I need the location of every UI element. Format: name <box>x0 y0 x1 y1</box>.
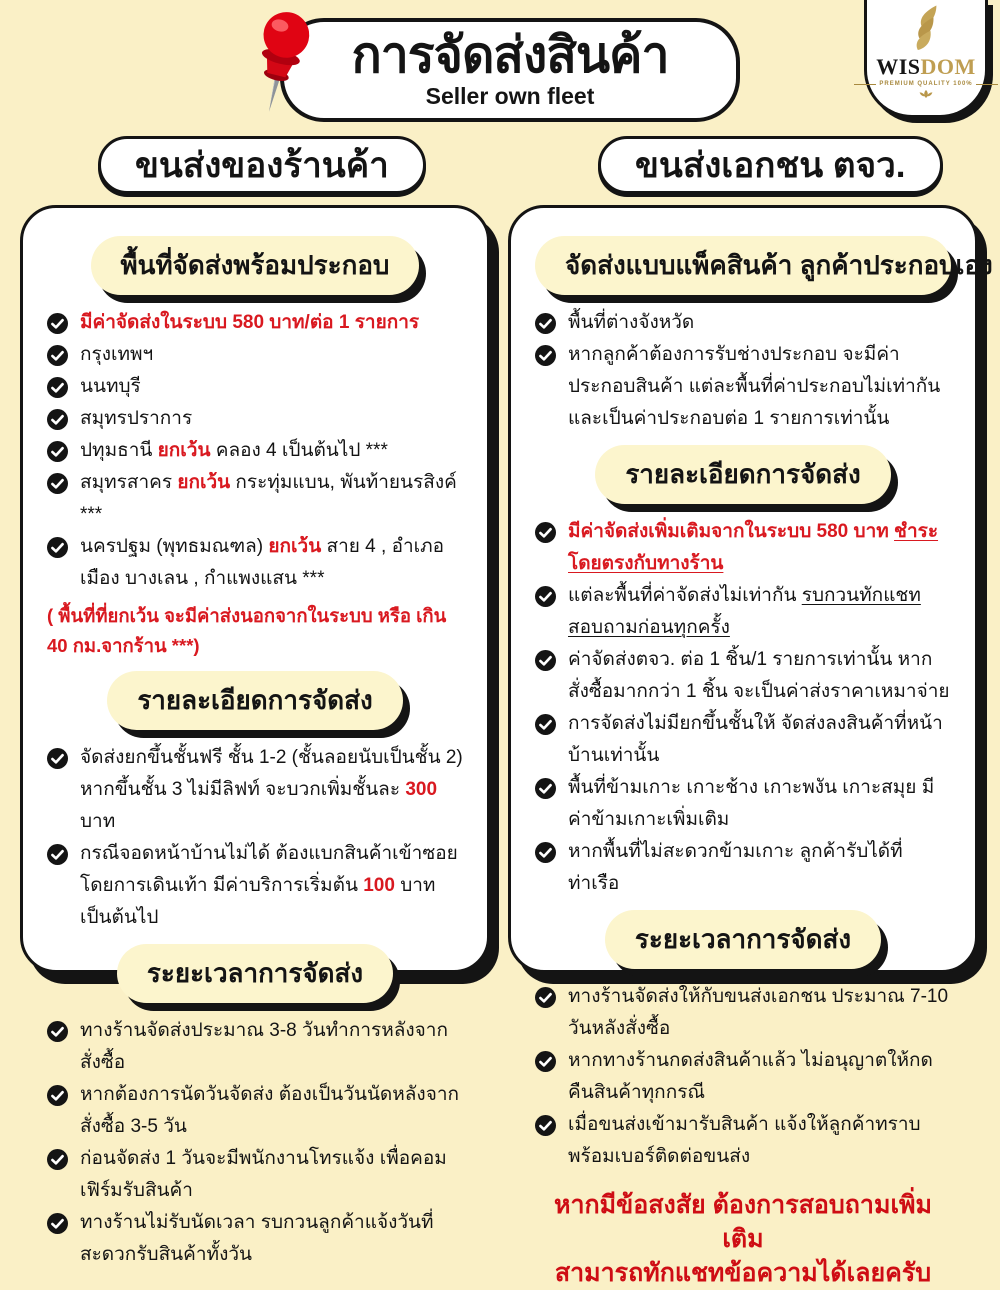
item-text <box>80 435 388 467</box>
item-text <box>568 772 951 836</box>
text-segment: ปทุมธานี <box>80 440 158 461</box>
exception-note: ( พื้นที่ที่ยกเว้น จะมีค่าส่งนอกจากในระบบ หรือ เกิน 40 กม.จากร้าน ***) <box>47 601 463 661</box>
check-icon <box>535 650 556 671</box>
check-icon <box>535 586 556 607</box>
checklist-item <box>535 644 951 708</box>
text-segment: กรุงเทพฯ <box>80 344 153 365</box>
text-segment: คลอง 4 เป็นต้นไป *** <box>210 440 387 461</box>
item-text <box>80 838 463 934</box>
check-icon <box>47 473 68 494</box>
text-segment: กระทุ่มแบน, พันท้ายนรสิงค์ *** <box>80 472 457 525</box>
check-icon <box>47 844 68 865</box>
checklist-item <box>47 435 463 467</box>
item-text <box>80 531 463 595</box>
text-segment: กรณีจอดหน้าบ้านไม่ได้ ต้องแบกสินค้าเข้าซอยโดยการเดินเท้า มีค่าบริการเริ่มต้น <box>80 843 458 896</box>
check-icon <box>47 1021 68 1042</box>
page-title: การจัดส่งสินค้า <box>351 30 668 81</box>
checklist-item <box>47 339 463 371</box>
check-icon <box>47 1213 68 1234</box>
text-segment: 100 <box>363 875 395 896</box>
section-title-pill: ระยะเวลาการจัดส่ง <box>117 944 393 1003</box>
checklist-item <box>47 742 463 838</box>
text-segment: พื้นที่ต่างจังหวัด <box>568 312 694 333</box>
text-segment: ทางร้านไม่รับนัดเวลา รบกวนลูกค้าแจ้งวันที่สะดวกรับสินค้าทั้งวัน <box>80 1212 434 1265</box>
checklist-item <box>535 307 951 339</box>
section-title-wrap <box>47 944 463 1003</box>
item-text <box>568 580 951 644</box>
checklist-item <box>47 307 463 339</box>
section-title-wrap <box>47 236 463 295</box>
text-segment: หากทางร้านกดส่งสินค้าแล้ว ไม่อนุญาตให้กดคืนสินค้าทุกกรณี <box>568 1050 933 1103</box>
checklist-item <box>535 339 951 435</box>
item-text <box>568 516 951 580</box>
check-icon <box>535 778 556 799</box>
text-segment: ยกเว้น <box>268 536 321 557</box>
checklist-item <box>47 371 463 403</box>
item-text <box>80 1079 463 1143</box>
item-text <box>568 644 951 708</box>
checklist-item <box>535 580 951 644</box>
brand-logo-badge <box>864 0 988 118</box>
logo-emblem-icon <box>918 89 934 99</box>
column-header-shop-fleet: ขนส่งของร้านค้า <box>98 136 426 194</box>
text-segment: ชำระโดยตรงกับทางร้าน <box>568 521 938 574</box>
card-private-carrier <box>508 205 978 973</box>
check-icon <box>47 1149 68 1170</box>
check-icon <box>47 441 68 462</box>
text-segment: สาย 4 , อำเภอเมือง บางเลน , กำแพงแสน *** <box>80 536 444 589</box>
checklist-item <box>47 403 463 435</box>
text-segment: มีค่าจัดส่งในระบบ 580 บาท/ต่อ 1 รายการ <box>80 312 419 333</box>
text-segment: ทางร้านจัดส่งประมาณ 3-8 วันทำการหลังจากสั่งซื้อ <box>80 1020 448 1073</box>
checklist <box>47 307 463 595</box>
checklist <box>535 516 951 900</box>
logo-tagline: PREMIUM QUALITY 100% <box>879 81 972 87</box>
checklist-item <box>47 838 463 934</box>
checklist-item <box>535 1109 951 1173</box>
check-icon <box>47 409 68 430</box>
text-segment: เมื่อขนส่งเข้ามารับสินค้า แจ้งให้ลูกค้าทราบพร้อมเบอร์ติดต่อขนส่ง <box>568 1114 921 1167</box>
checklist-item <box>535 836 951 900</box>
check-icon <box>535 522 556 543</box>
checklist-item <box>47 1079 463 1143</box>
checklist-item <box>47 1143 463 1207</box>
contact-note <box>535 1189 951 1290</box>
logo-wordmark <box>876 56 976 78</box>
item-text <box>568 1109 951 1173</box>
check-icon <box>47 748 68 769</box>
check-icon <box>47 377 68 398</box>
text-segment: สมุทรสาคร <box>80 472 177 493</box>
column-header-private-carrier: ขนส่งเอกชน ตจว. <box>598 136 943 194</box>
checklist <box>535 981 951 1173</box>
text-segment: บาท <box>80 811 115 832</box>
text-segment: ทางร้านจัดส่งให้กับขนส่งเอกชน ประมาณ 7-10 วันหลังสั่งซื้อ <box>568 986 948 1039</box>
text-segment: 300 <box>405 779 437 800</box>
text-segment: ยกเว้น <box>158 440 211 461</box>
item-text <box>80 467 463 531</box>
card-shop-fleet <box>20 205 490 973</box>
checklist-item <box>535 516 951 580</box>
text-segment: นครปฐม (พุทธมณฑล) <box>80 536 268 557</box>
text-segment: บาทเป็นต้นไป <box>80 875 435 928</box>
item-text <box>568 1045 951 1109</box>
item-text <box>568 981 951 1045</box>
text-segment: มีค่าจัดส่งเพิ่มเติมจากในระบบ 580 บาท <box>568 521 894 542</box>
text-segment: ค่าจัดส่งตจว. ต่อ 1 ชิ้น/1 รายการเท่านั้น หากสั่งซื้อมากกว่า 1 ชิ้น จะเป็นค่าส่งราคาเหมาจ่าย <box>568 649 950 702</box>
section-title-wrap <box>535 910 951 969</box>
text-segment: นนทบุรี <box>80 376 141 397</box>
text-segment: สมุทรปราการ <box>80 408 192 429</box>
section-title-wrap <box>47 671 463 730</box>
check-icon <box>535 987 556 1008</box>
item-text <box>568 836 951 900</box>
checklist <box>535 307 951 435</box>
text-segment: หากต้องการนัดวันจัดส่ง ต้องเป็นวันนัดหลังจากสั่งซื้อ 3-5 วัน <box>80 1084 459 1137</box>
logo-wordmark-suffix: DOM <box>921 54 976 79</box>
tagline-rule-right <box>976 84 998 85</box>
checklist-item <box>535 981 951 1045</box>
checklist <box>47 1015 463 1271</box>
check-icon <box>47 1085 68 1106</box>
text-segment: ก่อนจัดส่ง 1 วันจะมีพนักงานโทรแจ้ง เพื่อคอมเฟิร์มรับสินค้า <box>80 1148 447 1201</box>
text-segment: การจัดส่งไม่มียกขึ้นชั้นให้ จัดส่งลงสินค้าที่หน้าบ้านเท่านั้น <box>568 713 943 766</box>
check-icon <box>47 345 68 366</box>
item-text <box>80 1143 463 1207</box>
check-icon <box>535 714 556 735</box>
section-title-pill: รายละเอียดการจัดส่ง <box>595 445 890 504</box>
checklist-item <box>535 1045 951 1109</box>
text-segment: หากพื้นที่ไม่สะดวกข้ามเกาะ ลูกค้ารับได้ที่ท่าเรือ <box>568 841 903 894</box>
text-segment: หากลูกค้าต้องการรับช่างประกอบ จะมีค่าประกอบสินค้า แต่ละพื้นที่ค่าประกอบไม่เท่ากัน และเป็นค่าประกอบต่อ 1 รายการเท่านั้น <box>568 344 940 429</box>
section-title-wrap <box>535 445 951 504</box>
text-segment: ยกเว้น <box>177 472 230 493</box>
item-text <box>80 339 153 371</box>
contact-note-line2: สามารถทักแชทข้อความได้เลยครับ <box>535 1257 951 1290</box>
item-text <box>80 371 141 403</box>
checklist-item <box>47 1207 463 1271</box>
check-icon <box>535 345 556 366</box>
checklist-item <box>47 467 463 531</box>
check-icon <box>47 537 68 558</box>
section-title-pill: ระยะเวลาการจัดส่ง <box>605 910 881 969</box>
contact-note-line1: หากมีข้อสงสัย ต้องการสอบถามเพิ่มเติม <box>535 1189 951 1257</box>
logo-wordmark-prefix: WIS <box>876 54 920 79</box>
item-text <box>80 403 192 435</box>
text-segment: พื้นที่ข้ามเกาะ เกาะช้าง เกาะพงัน เกาะสมุย มีค่าข้ามเกาะเพิ่มเติม <box>568 777 934 830</box>
checklist-item <box>535 772 951 836</box>
item-text <box>80 307 419 339</box>
checklist <box>47 742 463 934</box>
page-subtitle: Seller own fleet <box>426 83 595 110</box>
item-text <box>568 307 694 339</box>
item-text <box>80 742 463 838</box>
checklist-item <box>535 708 951 772</box>
checklist-item <box>47 1015 463 1079</box>
logo-tagline-row <box>854 81 997 87</box>
check-icon <box>535 1115 556 1136</box>
check-icon <box>47 313 68 334</box>
section-title-pill: พื้นที่จัดส่งพร้อมประกอบ <box>91 236 420 295</box>
page-header <box>0 0 1000 135</box>
check-icon <box>535 313 556 334</box>
section-title-pill: จัดส่งแบบแพ็คสินค้า ลูกค้าประกอบเอง <box>535 236 951 295</box>
item-text <box>80 1207 463 1271</box>
gold-leaf-icon <box>903 4 949 56</box>
title-banner <box>280 18 740 122</box>
text-segment: รบกวนทักแชทสอบถามก่อนทุกครั้ง <box>568 585 921 638</box>
section-title-pill: รายละเอียดการจัดส่ง <box>107 671 402 730</box>
section-title-wrap <box>535 236 951 295</box>
item-text <box>80 1015 463 1079</box>
text-segment: จัดส่งยกขึ้นชั้นฟรี ชั้น 1-2 (ชั้นลอยนับเป็นชั้น 2) หากขึ้นชั้น 3 ไม่มีลิฟท์ จะบวกเพิ่มชั้นละ <box>80 747 463 800</box>
item-text <box>568 339 951 435</box>
item-text <box>568 708 951 772</box>
tagline-rule-left <box>854 84 876 85</box>
text-segment: แต่ละพื้นที่ค่าจัดส่งไม่เท่ากัน <box>568 585 802 606</box>
check-icon <box>535 842 556 863</box>
checklist-item <box>47 531 463 595</box>
check-icon <box>535 1051 556 1072</box>
